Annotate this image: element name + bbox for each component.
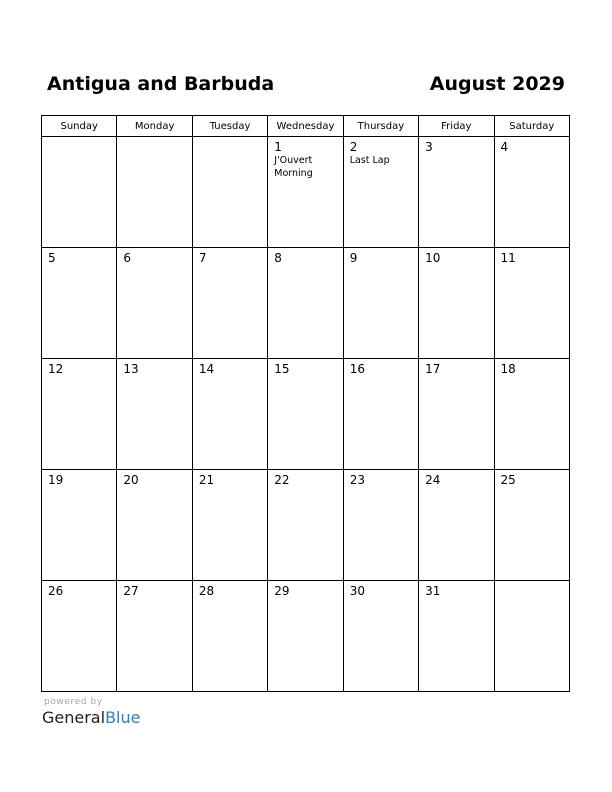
weekday-friday: Friday bbox=[419, 116, 494, 137]
day-number: 6 bbox=[123, 251, 132, 265]
day-number: 22 bbox=[274, 473, 290, 487]
day-cell bbox=[117, 359, 192, 470]
day-cell bbox=[117, 470, 192, 581]
day-number: 17 bbox=[425, 362, 441, 376]
day-cell bbox=[268, 581, 343, 692]
day-cell bbox=[343, 470, 418, 581]
day-cell bbox=[192, 137, 267, 248]
day-number: 23 bbox=[349, 473, 365, 487]
week-row bbox=[42, 137, 570, 248]
weekday-tuesday: Tuesday bbox=[192, 116, 267, 137]
day-cell bbox=[42, 359, 117, 470]
day-cell bbox=[343, 359, 418, 470]
holiday-label: Last Lap bbox=[349, 155, 390, 166]
day-number: 9 bbox=[349, 251, 358, 265]
day-number: 10 bbox=[425, 251, 441, 265]
holiday-label: J'Ouvert Morning bbox=[274, 155, 313, 179]
day-number: 1 bbox=[274, 140, 282, 154]
day-cell bbox=[268, 470, 343, 581]
week-row bbox=[42, 248, 570, 359]
day-cell bbox=[117, 581, 192, 692]
day-cell bbox=[268, 137, 343, 248]
logo-blue-text: Blue bbox=[105, 708, 141, 727]
day-cell bbox=[494, 137, 569, 248]
day-cell bbox=[494, 359, 569, 470]
day-cell bbox=[494, 470, 569, 581]
day-number: 12 bbox=[48, 362, 64, 376]
day-cell bbox=[192, 248, 267, 359]
day-number: 5 bbox=[48, 251, 56, 265]
day-number: 27 bbox=[123, 584, 139, 598]
day-cell bbox=[343, 581, 418, 692]
day-cell bbox=[42, 137, 117, 248]
day-cell bbox=[268, 359, 343, 470]
day-cell bbox=[419, 248, 494, 359]
day-number: 11 bbox=[500, 251, 516, 265]
generalblue-logo bbox=[42, 708, 140, 728]
day-number bbox=[193, 137, 267, 140]
day-number: 8 bbox=[274, 251, 282, 265]
day-cell bbox=[419, 470, 494, 581]
day-number: 16 bbox=[349, 362, 365, 376]
day-number: 28 bbox=[198, 584, 215, 598]
month-year-title: August 2029 bbox=[429, 73, 565, 95]
day-number: 13 bbox=[123, 362, 139, 376]
day-number: 18 bbox=[500, 362, 516, 376]
weekday-saturday: Saturday bbox=[494, 116, 569, 137]
day-number bbox=[495, 581, 569, 584]
day-number: 31 bbox=[425, 584, 441, 598]
weekday-monday: Monday bbox=[117, 116, 192, 137]
week-row bbox=[42, 470, 570, 581]
day-cell bbox=[192, 359, 267, 470]
day-cell bbox=[494, 248, 569, 359]
day-cell bbox=[343, 137, 418, 248]
country-title: Antigua and Barbuda bbox=[47, 73, 275, 95]
day-number: 24 bbox=[425, 473, 441, 487]
day-cell bbox=[42, 470, 117, 581]
powered-by-text: powered by bbox=[44, 697, 103, 707]
day-number: 26 bbox=[48, 584, 64, 598]
day-cell bbox=[117, 248, 192, 359]
day-cell bbox=[419, 137, 494, 248]
day-number: 25 bbox=[500, 473, 516, 487]
weekday-sunday: Sunday bbox=[42, 116, 117, 137]
day-cell bbox=[192, 470, 267, 581]
day-cell bbox=[343, 248, 418, 359]
day-cell bbox=[268, 248, 343, 359]
day-cell bbox=[192, 581, 267, 692]
weekday-header-row bbox=[42, 116, 570, 137]
day-number: 21 bbox=[198, 473, 215, 487]
calendar-body bbox=[42, 137, 570, 692]
day-number: 3 bbox=[425, 140, 433, 154]
day-number: 15 bbox=[274, 362, 290, 376]
day-cell bbox=[42, 581, 117, 692]
day-cell bbox=[419, 581, 494, 692]
weekday-thursday: Thursday bbox=[343, 116, 418, 137]
week-row bbox=[42, 581, 570, 692]
day-number: 20 bbox=[123, 473, 139, 487]
day-number: 2 bbox=[349, 140, 358, 154]
day-number: 14 bbox=[198, 362, 215, 376]
day-number: 29 bbox=[274, 584, 290, 598]
week-row bbox=[42, 359, 570, 470]
day-cell bbox=[117, 137, 192, 248]
weekday-wednesday: Wednesday bbox=[268, 116, 343, 137]
day-number: 7 bbox=[198, 251, 207, 265]
day-number bbox=[117, 137, 191, 140]
logo-general-text: General bbox=[42, 708, 106, 727]
day-number: 19 bbox=[48, 473, 64, 487]
day-number bbox=[42, 137, 116, 140]
day-number: 30 bbox=[349, 584, 365, 598]
day-cell bbox=[494, 581, 569, 692]
day-number: 4 bbox=[500, 140, 509, 154]
day-cell bbox=[42, 248, 117, 359]
calendar-grid bbox=[41, 115, 570, 692]
day-cell bbox=[419, 359, 494, 470]
